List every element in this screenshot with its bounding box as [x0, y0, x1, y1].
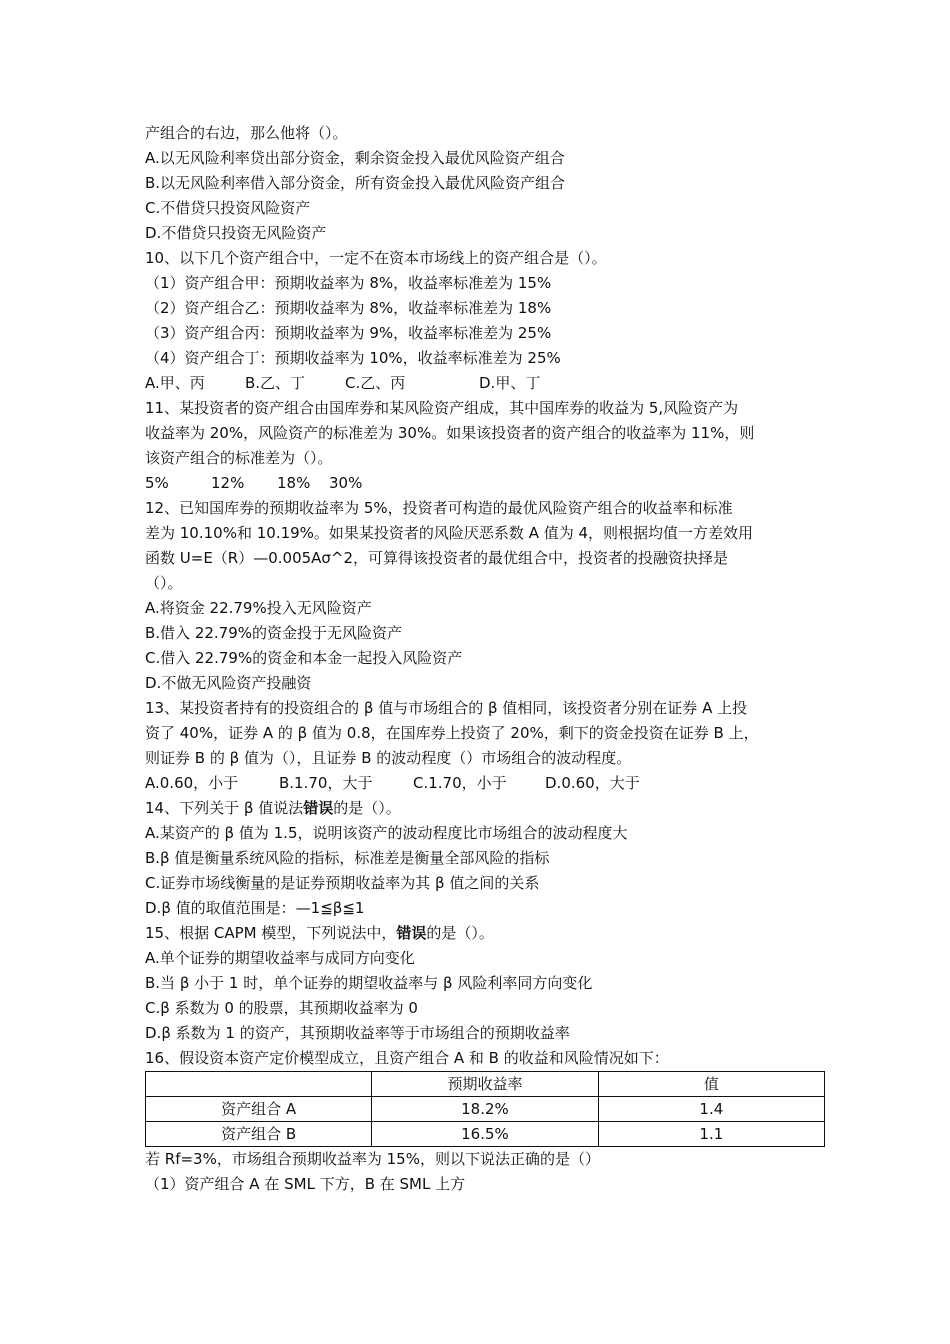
table-header-cell — [146, 1072, 372, 1097]
option-a: A.单个证券的期望收益率与成同方向变化 — [145, 949, 415, 967]
question-11-options — [145, 471, 825, 496]
portfolio-table — [145, 1071, 825, 1147]
question-16-followup: 若 Rf=3%，市场组合预期收益率为 15%，则以下说法正确的是（） — [145, 1150, 600, 1168]
question-12-line-3: 函数 U=E（R）—0.005Aσ^2，可算得该投资者的最优组合中，投资者的投融资抉择是 — [145, 549, 729, 567]
option-a: 5% — [145, 474, 169, 492]
option-b: B.1.70，大于 — [279, 774, 373, 792]
option-c: C.借入 22.79%的资金和本金一起投入风险资产 — [145, 649, 463, 667]
option-a: A.某资产的 β 值为 1.5，说明该资产的波动程度比市场组合的波动程度大 — [145, 824, 628, 842]
question-11-line-1: 11、某投资者的资产组合由国库券和某风险资产组成，其中国库券的收益为 5,风险资产为 — [145, 399, 739, 417]
question-14-text: 14、下列关于 β 值说法 — [145, 799, 304, 817]
option-c: C.不借贷只投资风险资产 — [145, 199, 311, 217]
table-cell: 16.5% — [372, 1122, 598, 1147]
question-15-suffix: 的是（）。 — [426, 924, 494, 942]
option-c: C.1.70，小于 — [413, 774, 507, 792]
option-d: D.不借贷只投资无风险资产 — [145, 224, 327, 242]
option-a: A.甲、丙 — [145, 374, 205, 392]
emphasis-text: 错误 — [396, 924, 427, 942]
question-13-line-2: 资了 40%，证券 A 的 β 值为 0.8，在国库券上投资了 20%，剩下的资金投资在证券 B 上， — [145, 724, 759, 742]
table-cell: 1.4 — [598, 1097, 824, 1122]
question-12-line-1: 12、已知国库券的预期收益率为 5%，投资者可构造的最优风险资产组合的收益率和标准 — [145, 499, 733, 517]
question-11-line-2: 收益率为 20%，风险资产的标准差为 30%。如果该投资者的资产组合的收益率为 11%，则 — [145, 424, 755, 442]
option-a: A.将资金 22.79%投入无风险资产 — [145, 599, 372, 617]
option-c: C.β 系数为 0 的股票，其预期收益率为 0 — [145, 999, 418, 1017]
option-b: B.以无风险利率借入部分资金，所有资金投入最优风险资产组合 — [145, 174, 566, 192]
emphasis-text: 错误 — [303, 799, 334, 817]
table-row — [146, 1122, 825, 1147]
text-line: 产组合的右边，那么他将（）。 — [145, 124, 348, 142]
option-a: A.0.60，小于 — [145, 774, 239, 792]
option-c: 18% — [277, 474, 311, 492]
question-10: 10、以下几个资产组合中，一定不在资本市场线上的资产组合是（）。 — [145, 249, 607, 267]
question-14-suffix: 的是（）。 — [333, 799, 401, 817]
table-cell: 资产组合 B — [146, 1122, 372, 1147]
option-c: C.乙、丙 — [345, 374, 406, 392]
option-b: B.乙、丁 — [245, 374, 306, 392]
question-11-line-3: 该资产组合的标准差为（）。 — [145, 449, 333, 467]
option-b: B.借入 22.79%的资金投于无风险资产 — [145, 624, 403, 642]
question-10-item-4: （4）资产组合丁：预期收益率为 10%，收益率标准差为 25% — [145, 349, 561, 367]
option-d: D.β 值的取值范围是：—1≦β≦1 — [145, 899, 365, 917]
option-c: C.证券市场线衡量的是证券预期收益率为其 β 值之间的关系 — [145, 874, 540, 892]
option-b: B.β 值是衡量系统风险的指标，标准差是衡量全部风险的指标 — [145, 849, 550, 867]
option-b: B.当 β 小于 1 时，单个证券的期望收益率与 β 风险利率同方向变化 — [145, 974, 593, 992]
option-a: A.以无风险利率贷出部分资金，剩余资金投入最优风险资产组合 — [145, 149, 565, 167]
option-d: D.甲、丁 — [479, 374, 541, 392]
table-header-cell: 值 — [598, 1072, 824, 1097]
question-13-options — [145, 771, 825, 796]
table-row — [146, 1097, 825, 1122]
question-16-item-1: （1）资产组合 A 在 SML 下方，B 在 SML 上方 — [145, 1175, 466, 1193]
table-cell: 1.1 — [598, 1122, 824, 1147]
question-14 — [145, 796, 825, 821]
option-d: D.0.60，大于 — [545, 774, 640, 792]
table-header-row — [146, 1072, 825, 1097]
question-10-item-1: （1）资产组合甲：预期收益率为 8%，收益率标准差为 15% — [145, 274, 552, 292]
table-cell: 资产组合 A — [146, 1097, 372, 1122]
question-13-line-1: 13、某投资者持有的投资组合的 β 值与市场组合的 β 值相同，该投资者分别在证券 A 上投 — [145, 699, 748, 717]
question-16: 16、假设资本资产定价模型成立，且资产组合 A 和 B 的收益和风险情况如下： — [145, 1049, 669, 1067]
question-13-line-3: 则证券 B 的 β 值为（），且证券 B 的波动程度（）市场组合的波动程度。 — [145, 749, 632, 767]
question-12-line-2: 差为 10.10%和 10.19%。如果某投资者的风险厌恶系数 A 值为 4，则根据均值一方差效用 — [145, 524, 754, 542]
option-b: 12% — [211, 474, 245, 492]
question-12-line-4: （）。 — [145, 574, 183, 592]
question-10-item-3: （3）资产组合丙：预期收益率为 9%，收益率标准差为 25% — [145, 324, 552, 342]
option-d: D.不做无风险资产投融资 — [145, 674, 312, 692]
question-10-options — [145, 371, 825, 396]
table-header-cell: 预期收益率 — [372, 1072, 598, 1097]
table-cell: 18.2% — [372, 1097, 598, 1122]
question-15-text: 15、根据 CAPM 模型，下列说法中， — [145, 924, 397, 942]
question-15 — [145, 921, 825, 946]
document-page — [145, 121, 825, 1197]
option-d: 30% — [329, 474, 363, 492]
option-d: D.β 系数为 1 的资产，其预期收益率等于市场组合的预期收益率 — [145, 1024, 570, 1042]
question-10-item-2: （2）资产组合乙：预期收益率为 8%，收益率标准差为 18% — [145, 299, 552, 317]
